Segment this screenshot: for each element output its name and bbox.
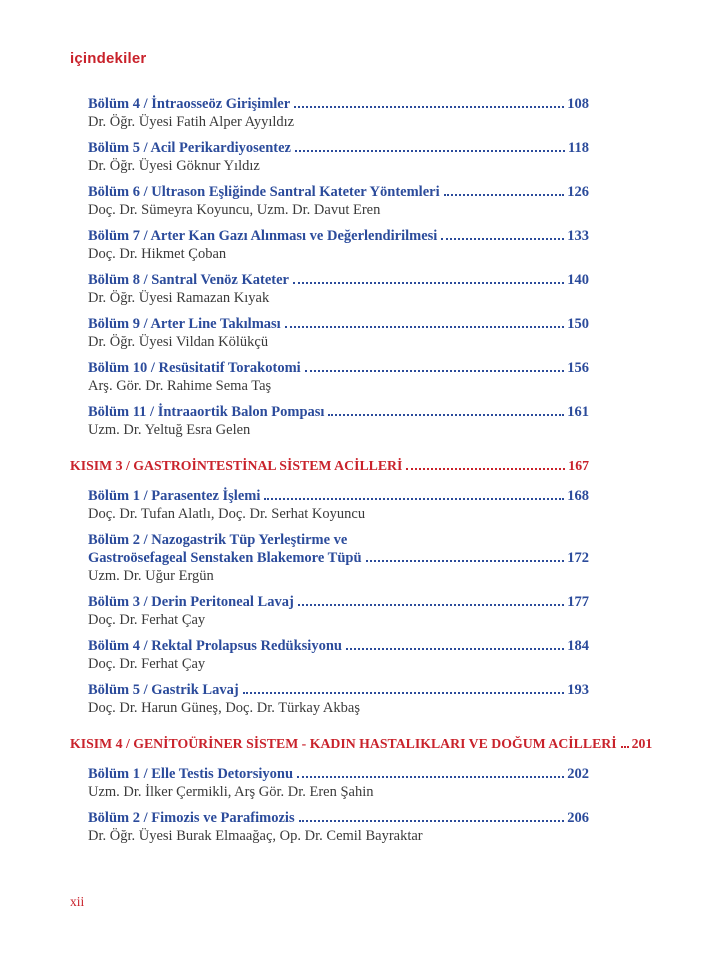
section-heading-text: KISIM 4 / GENİTOÜRİNER SİSTEM - KADIN HASTALIKLARI VE DOĞUM ACİLLERİ: [70, 736, 617, 751]
chapter-title-line: [88, 531, 589, 549]
chapter-title: Bölüm 6 / Ultrason Eşliğinde Santral Kateter Yöntemleri: [88, 184, 440, 200]
chapter-authors: Uzm. Dr. Uğur Ergün: [88, 568, 214, 584]
chapter-title: Bölüm 4 / Rektal Prolapsus Redüksiyonu: [88, 638, 342, 654]
toc-entry: [88, 271, 589, 307]
chapter-authors: Dr. Öğr. Üyesi Vildan Kölükçü: [88, 334, 269, 350]
page-title: içindekiler: [70, 50, 147, 67]
chapter-title-page-number: 133: [567, 228, 589, 244]
chapter-title: Bölüm 7 / Arter Kan Gazı Alınması ve Değerlendirilmesi: [88, 228, 438, 244]
section-heading: [70, 457, 589, 475]
toc-sections: [70, 95, 653, 853]
chapter-authors: Dr. Öğr. Üyesi Göknur Yıldız: [88, 158, 260, 174]
toc-entry: [88, 315, 589, 351]
dotted-leader: [295, 150, 565, 152]
chapter-title-continued: Gastroösefageal Senstaken Blakemore Tüpü: [88, 550, 362, 566]
chapter-title-line: [88, 765, 589, 783]
chapter-title-page-number: 193: [567, 682, 589, 698]
chapter-title-page-number: 126: [567, 184, 589, 200]
section-heading-text: KISIM 3 / GASTROİNTESTİNAL SİSTEM ACİLLERİ: [70, 458, 403, 473]
chapter-title-page-number: 184: [567, 638, 589, 654]
chapter-title: Bölüm 5 / Acil Perikardiyosentez: [88, 140, 291, 156]
dotted-leader: [441, 238, 564, 240]
dotted-leader: [444, 194, 565, 196]
chapter-title-page-number: 156: [567, 360, 589, 376]
chapter-title: Bölüm 11 / İntraaortik Balon Pompası: [88, 404, 325, 420]
chapter-title-continued-line: [88, 549, 589, 567]
chapter-title: Bölüm 5 / Gastrik Lavaj: [88, 682, 239, 698]
dotted-leader: [298, 604, 564, 606]
chapter-authors: Uzm. Dr. İlker Çermikli, Arş Gör. Dr. Eren Şahin: [88, 784, 374, 800]
chapter-authors: Dr. Öğr. Üyesi Ramazan Kıyak: [88, 290, 270, 306]
chapter-title: Bölüm 10 / Resüsitatif Torakotomi: [88, 360, 301, 376]
page-number: xii: [70, 894, 85, 909]
dotted-leader: [305, 370, 565, 372]
chapter-title: Bölüm 4 / İntraosseöz Girişimler: [88, 96, 291, 112]
chapter-title-line: [88, 139, 589, 157]
chapter-title-page-number: 161: [567, 404, 589, 420]
section-heading: [70, 735, 653, 753]
chapter-title-line: [88, 403, 589, 421]
chapter-authors: Uzm. Dr. Yeltuğ Esra Gelen: [88, 422, 251, 438]
chapter-title-line: [88, 227, 589, 245]
toc-entry: [88, 809, 589, 845]
chapter-title-page-number: 168: [567, 488, 589, 504]
chapter-title-line: [88, 681, 589, 699]
chapter-authors: Doç. Dr. Sümeyra Koyuncu, Uzm. Dr. Davut Eren: [88, 202, 381, 218]
chapter-authors: Doç. Dr. Ferhat Çay: [88, 612, 206, 628]
chapter-title-line: [88, 95, 589, 113]
toc-section: [70, 95, 589, 439]
chapter-authors: Doç. Dr. Ferhat Çay: [88, 656, 206, 672]
dotted-leader: [243, 692, 565, 694]
chapter-authors: Doç. Dr. Harun Güneş, Doç. Dr. Türkay Akbaş: [88, 700, 360, 716]
toc-entry: [88, 681, 589, 717]
dotted-leader: [297, 776, 564, 778]
chapter-authors: Dr. Öğr. Üyesi Fatih Alper Ayyıldız: [88, 114, 295, 130]
chapter-authors: Doç. Dr. Hikmet Çoban: [88, 246, 227, 262]
toc-entry: [88, 637, 589, 673]
chapter-title: Bölüm 8 / Santral Venöz Kateter: [88, 272, 289, 288]
chapter-title-line: [88, 637, 589, 655]
toc-section: [70, 735, 653, 845]
dotted-leader: [366, 560, 565, 562]
toc-entry: [88, 531, 589, 585]
chapter-title-page-number: 118: [568, 140, 589, 156]
chapter-title: Bölüm 3 / Derin Peritoneal Lavaj: [88, 594, 294, 610]
section-page-number: 167: [568, 458, 589, 473]
dotted-leader: [264, 498, 564, 500]
toc-entry: [88, 593, 589, 629]
dotted-leader: [294, 106, 564, 108]
chapter-title-line: [88, 271, 589, 289]
chapter-authors: Doç. Dr. Tufan Alatlı, Doç. Dr. Serhat Koyuncu: [88, 506, 366, 522]
dotted-leader: [346, 648, 564, 650]
chapter-title: Bölüm 2 / Nazogastrik Tüp Yerleştirme ve: [88, 532, 348, 548]
chapter-title-page-number: 206: [567, 810, 589, 826]
chapter-title-line: [88, 359, 589, 377]
dotted-leader: [328, 414, 564, 416]
chapter-title-continued-page-number: 172: [567, 550, 589, 566]
toc-entry: [88, 487, 589, 523]
toc-entry: [88, 95, 589, 131]
dotted-leader: [285, 326, 565, 328]
chapter-title: Bölüm 1 / Elle Testis Detorsiyonu: [88, 766, 294, 782]
toc-entry: [88, 183, 589, 219]
toc-entry: [88, 403, 589, 439]
toc-section: [70, 457, 589, 717]
section-page-number: 201: [631, 736, 653, 751]
chapter-title-line: [88, 183, 589, 201]
toc-entry: [88, 359, 589, 395]
chapter-title-page-number: 150: [567, 316, 589, 332]
chapter-authors: Dr. Öğr. Üyesi Burak Elmaağaç, Op. Dr. Cemil Bayraktar: [88, 828, 423, 844]
chapter-title-line: [88, 315, 589, 333]
toc-entry: [88, 227, 589, 263]
chapter-title-page-number: 202: [567, 766, 589, 782]
chapter-title-page-number: 108: [567, 96, 589, 112]
chapter-title-line: [88, 487, 589, 505]
dotted-leader: [293, 282, 564, 284]
toc-entry: [88, 765, 589, 801]
chapter-title-page-number: 177: [567, 594, 589, 610]
dotted-leader: [406, 468, 565, 470]
chapter-title: Bölüm 1 / Parasentez İşlemi: [88, 488, 261, 504]
chapter-title: Bölüm 9 / Arter Line Takılması: [88, 316, 281, 332]
chapter-title-line: [88, 809, 589, 827]
dotted-leader: [621, 746, 629, 748]
chapter-authors: Arş. Gör. Dr. Rahime Sema Taş: [88, 378, 272, 394]
chapter-title-line: [88, 593, 589, 611]
dotted-leader: [299, 820, 565, 822]
toc-entry: [88, 139, 589, 175]
chapter-title-page-number: 140: [567, 272, 589, 288]
chapter-title: Bölüm 2 / Fimozis ve Parafimozis: [88, 810, 295, 826]
